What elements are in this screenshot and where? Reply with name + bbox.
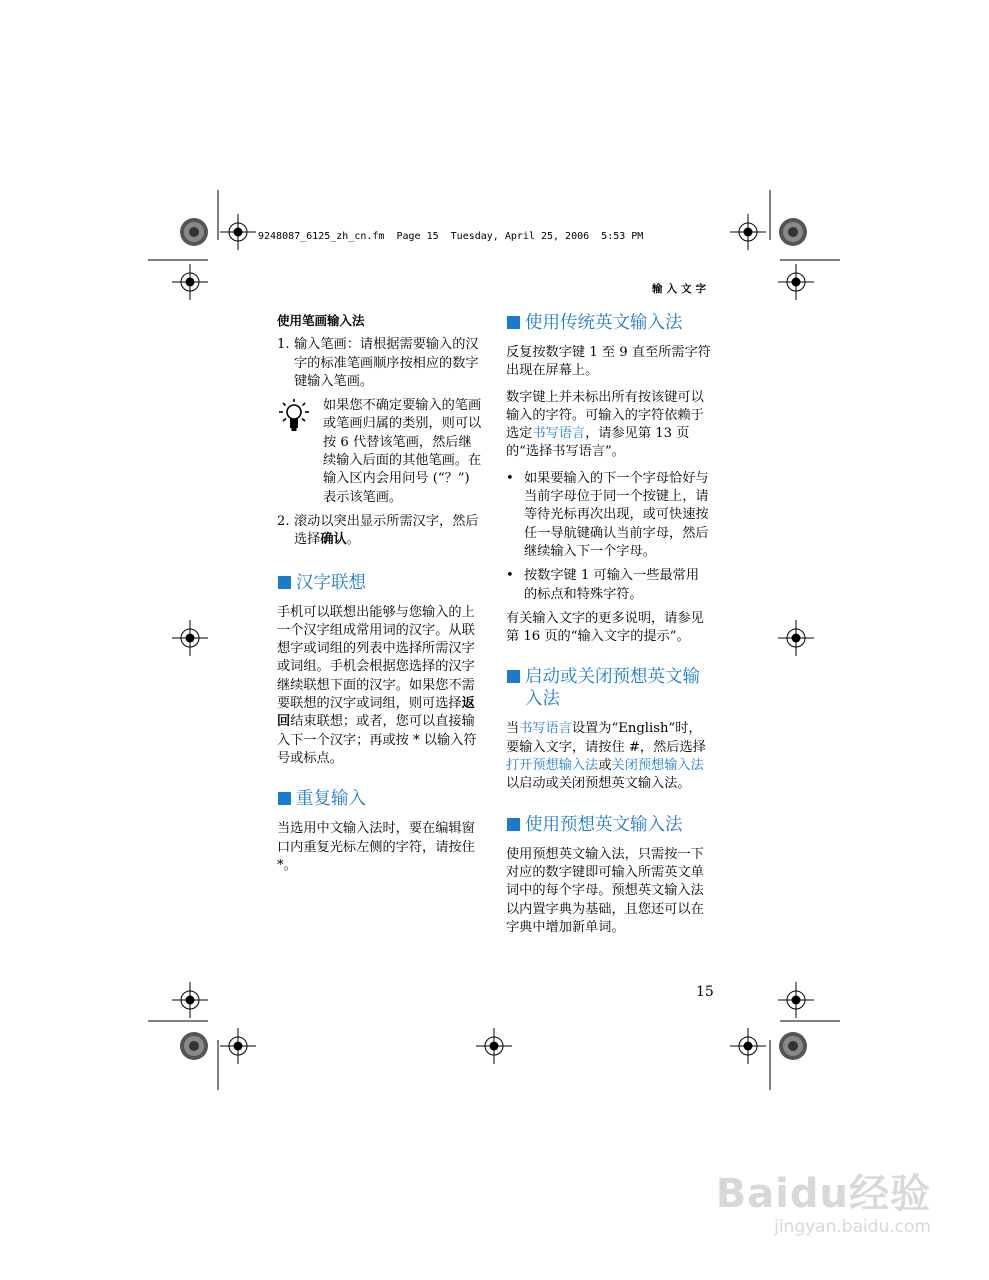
watermark-logo: Baidu经验 xyxy=(715,1171,931,1217)
section-heading-toggle-predictive: 启动或关闭预想英文输入法 xyxy=(506,666,711,710)
registration-star-top-right xyxy=(779,218,807,246)
registration-star-top-left xyxy=(180,218,208,246)
bullet-item: • 按数字键 1 可输入一些最常用的标点和特殊字符。 xyxy=(506,567,711,604)
confirm-option: 确认 xyxy=(320,532,347,548)
right-column xyxy=(506,312,711,945)
bullet-icon: • xyxy=(506,568,514,584)
tip-text: 如果您不确定要输入的笔画或笔画归属的类别，则可以按 6 代替该笔画，然后继续输入后面的其他笔画。在输入区内会用问号 (“？”) 表示该笔画。 xyxy=(323,398,482,505)
heading-square-icon xyxy=(507,670,520,683)
traditional-p2: 数字键上并未标出所有按该键可以输入的字符。可输入的字符依赖于选定书写语言，请参见第 13 页的“选择书写语言”。 xyxy=(506,389,704,460)
predictive-body: 使用预想英文输入法，只需按一下对应的数字键即可输入所需英文单词中的每个字母。预想英文输入法以内置字典为基础，且您还可以在字典中增加新单词。 xyxy=(506,846,704,935)
heading-square-icon xyxy=(507,316,520,329)
toggle-body: 当书写语言设置为“English”时，要输入文字，请按住 #，然后选择打开预想输入法或关闭预想输入法以启动或关闭预想英文输入法。 xyxy=(506,721,706,792)
section-heading-repeat: 重复输入 xyxy=(277,788,482,810)
numbered-item-1 xyxy=(277,336,482,391)
traditional-p3: 有关输入文字的更多说明，请参见第 16 页的“输入文字的提示”。 xyxy=(506,610,704,645)
numbered-item-2 xyxy=(277,513,482,550)
tip-note xyxy=(277,397,482,507)
section-heading-predictive: 使用预想英文输入法 xyxy=(506,814,711,836)
item-number: 2. xyxy=(277,513,290,529)
item-number: 1. xyxy=(277,337,290,353)
left-column xyxy=(277,312,482,883)
section-heading-traditional: 使用传统英文输入法 xyxy=(506,312,711,334)
predictive-off-link[interactable]: 关闭预想输入法 xyxy=(611,758,704,774)
registration-star-bottom-left xyxy=(180,1032,208,1060)
watermark xyxy=(716,1162,931,1237)
item-text: 输入笔画：请根据需要输入的汉字的标准笔画顺序按相应的数字键输入笔画。 xyxy=(294,337,479,389)
heading-square-icon xyxy=(278,792,291,805)
item-text: 滚动以突出显示所需汉字，然后选择确认。 xyxy=(294,513,479,548)
bullet-icon: • xyxy=(506,470,514,486)
predictive-on-link[interactable]: 打开预想输入法 xyxy=(506,758,599,774)
bullet-item: • 如果要输入的下一个字母恰好与当前字母位于同一个按键上，请等待光标再次出现，或可快速按任一导航键确认当前字母，然后继续输入下一个字母。 xyxy=(506,470,711,561)
registration-star-bottom-right xyxy=(779,1032,807,1060)
page-number: 15 xyxy=(696,984,714,1000)
repeat-body: 当选用中文输入法时，要在编辑窗口内重复光标左侧的字符，请按住 *。 xyxy=(277,821,475,873)
traditional-p1: 反复按数字键 1 至 9 直至所需字符出现在屏幕上。 xyxy=(506,345,711,379)
association-body: 手机可以联想出能够与您输入的上一个汉字组成常用词的汉字。从联想字或词组的列表中选择所需汉字或词组。手机会根据您选择的汉字继续联想下面的汉字。如果您不需要联想的汉字或词组，则可选择返回结束联想；或者，您可以直接输入下一个汉字；再或按 * 以输入符号或标点。 xyxy=(277,604,477,766)
heading-square-icon xyxy=(507,818,520,831)
watermark-url: jingyan.baidu.com xyxy=(774,1217,931,1237)
back-option: 返回 xyxy=(277,696,475,730)
heading-square-icon xyxy=(278,576,291,589)
section-heading-association: 汉字联想 xyxy=(277,572,482,594)
stroke-input-heading: 使用笔画输入法 xyxy=(277,313,365,328)
writing-language-link[interactable]: 书写语言 xyxy=(519,721,572,737)
file-slug: 9248087_6125_zh_cn.fm Page 15 Tuesday, April 25, 2006 5:53 PM xyxy=(258,231,644,242)
lightbulb-tip-icon xyxy=(277,397,323,507)
running-head: 输入文字 xyxy=(652,283,710,295)
writing-language-link[interactable]: 书写语言 xyxy=(532,426,586,442)
